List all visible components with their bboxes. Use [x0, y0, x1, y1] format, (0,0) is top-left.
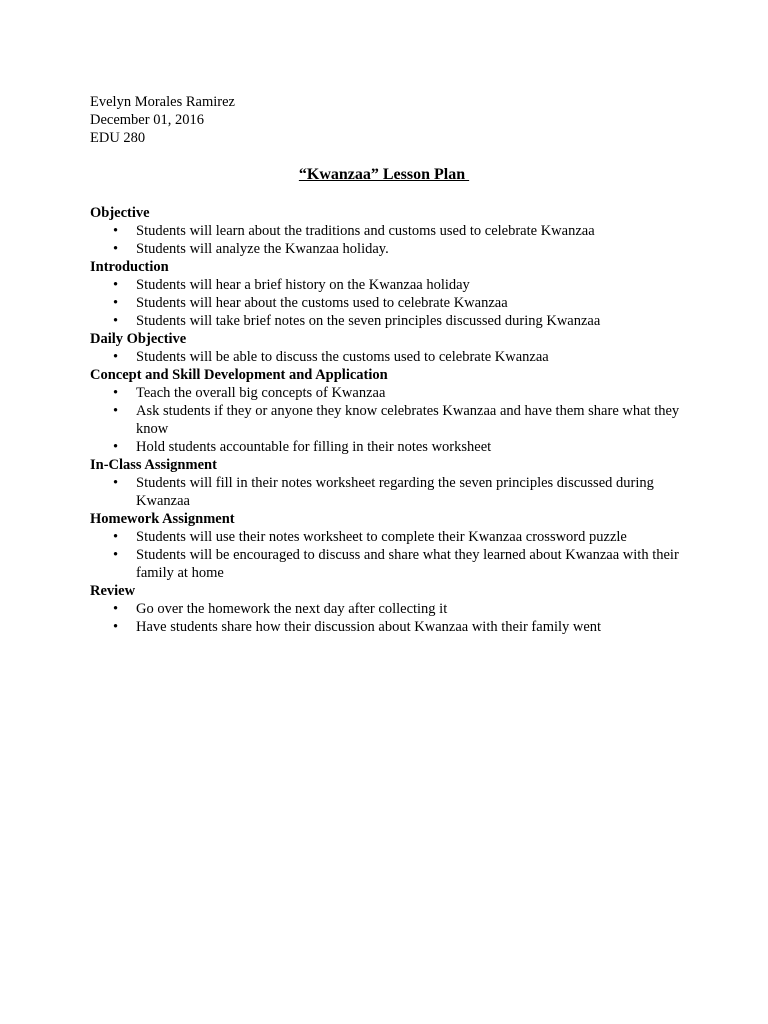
- bullet-list: [90, 528, 690, 582]
- list-item: [90, 474, 681, 510]
- bullet-icon: •: [113, 313, 119, 329]
- page-title: “Kwanzaa” Lesson Plan: [298, 166, 470, 183]
- list-item-text: Students will hear a brief history on the Kwanzaa holiday: [136, 277, 470, 293]
- bullet-list: [90, 222, 690, 258]
- list-item-text: Students will fill in their notes worksheet regarding the seven principles discussed during Kwanzaa: [136, 475, 654, 509]
- bullet-list: [90, 474, 690, 510]
- bullet-icon: •: [113, 619, 119, 635]
- section-heading: Introduction: [90, 259, 169, 275]
- list-item-text: Students will learn about the traditions and customs used to celebrate Kwanzaa: [136, 223, 595, 239]
- section-heading: In-Class Assignment: [90, 457, 217, 473]
- bullet-icon: •: [113, 439, 119, 455]
- list-item: [90, 546, 681, 582]
- bullet-list: [90, 600, 690, 636]
- author-name: Evelyn Morales Ramirez: [90, 94, 235, 110]
- bullet-list: [90, 384, 690, 456]
- list-item-text: Hold students accountable for filling in their notes worksheet: [136, 439, 492, 455]
- list-item-text: Students will analyze the Kwanzaa holiday.: [136, 241, 389, 257]
- list-item: [90, 438, 681, 456]
- list-item-text: Students will take brief notes on the seven principles discussed during Kwanzaa: [136, 313, 601, 329]
- list-item: [90, 384, 681, 402]
- list-item: [90, 276, 681, 294]
- document-header: [90, 93, 235, 147]
- list-item: [90, 600, 681, 618]
- section-heading: Review: [90, 583, 136, 599]
- bullet-icon: •: [113, 223, 119, 239]
- list-item-text: Have students share how their discussion about Kwanzaa with their family went: [136, 619, 602, 635]
- bullet-icon: •: [113, 349, 119, 365]
- list-item-text: Students will be able to discuss the customs used to celebrate Kwanzaa: [136, 349, 549, 365]
- section-heading: Concept and Skill Development and Application: [90, 367, 388, 383]
- list-item-text: Students will be encouraged to discuss and share what they learned about Kwanzaa with their family at home: [136, 547, 679, 581]
- course-code: EDU 280: [90, 130, 146, 146]
- bullet-icon: •: [113, 529, 119, 545]
- section-heading: Daily Objective: [90, 331, 187, 347]
- bullet-icon: •: [113, 547, 119, 563]
- list-item: [90, 222, 681, 240]
- list-item-text: Ask students if they or anyone they know celebrates Kwanzaa and have them share what they know: [136, 403, 680, 437]
- bullet-list: [90, 348, 690, 366]
- document-date: December 01, 2016: [90, 112, 204, 128]
- list-item-text: Students will hear about the customs used to celebrate Kwanzaa: [136, 295, 508, 311]
- list-item: [90, 618, 681, 636]
- list-item: [90, 294, 681, 312]
- bullet-icon: •: [113, 601, 119, 617]
- section-heading: Homework Assignment: [90, 511, 235, 527]
- list-item: [90, 402, 681, 438]
- list-item: [90, 312, 681, 330]
- bullet-icon: •: [113, 403, 119, 419]
- list-item-text: Students will use their notes worksheet to complete their Kwanzaa crossword puzzle: [136, 529, 627, 545]
- bullet-list: [90, 276, 690, 330]
- list-item: [90, 348, 681, 366]
- title-container: [0, 166, 768, 184]
- bullet-icon: •: [113, 385, 119, 401]
- list-item: [90, 528, 681, 546]
- lesson-plan-body: [90, 204, 690, 636]
- list-item: [90, 240, 681, 258]
- bullet-icon: •: [113, 277, 119, 293]
- bullet-icon: •: [113, 295, 119, 311]
- bullet-icon: •: [113, 241, 119, 257]
- list-item-text: Teach the overall big concepts of Kwanzaa: [136, 385, 386, 401]
- section-heading: Objective: [90, 205, 150, 221]
- list-item-text: Go over the homework the next day after collecting it: [136, 601, 448, 617]
- bullet-icon: •: [113, 475, 119, 491]
